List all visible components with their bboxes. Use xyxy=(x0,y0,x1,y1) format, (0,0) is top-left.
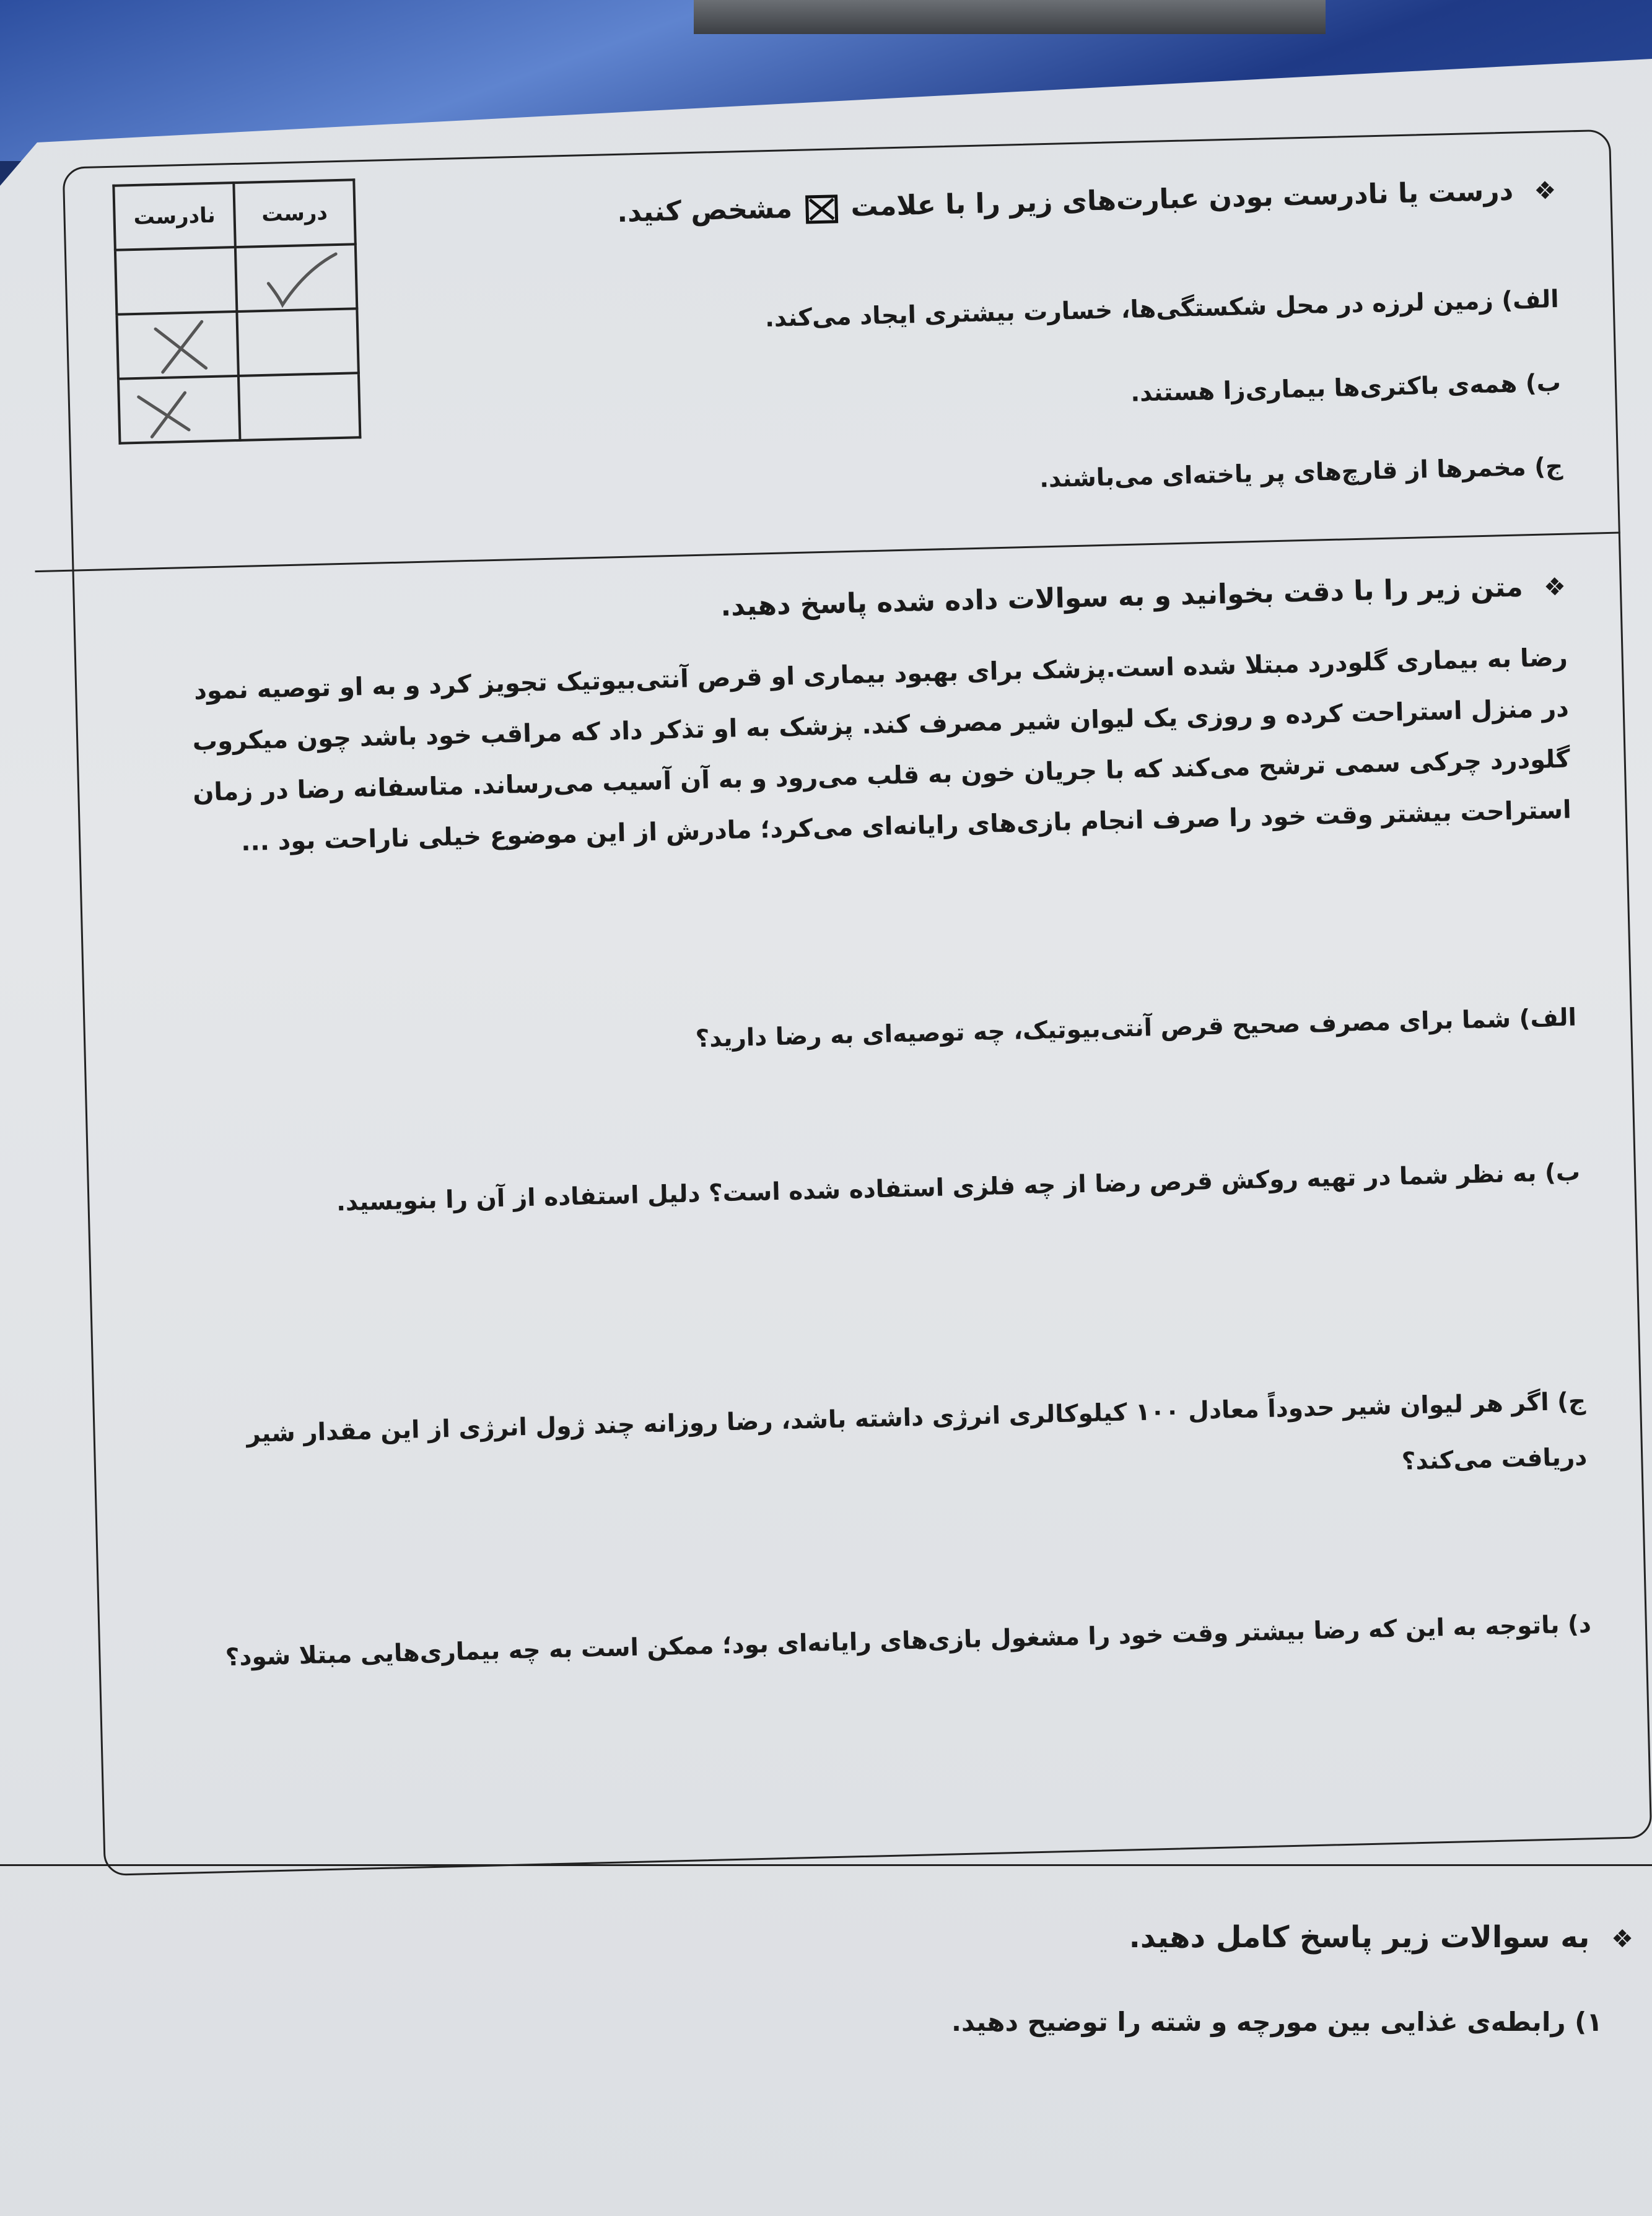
answer-cell-true-2[interactable] xyxy=(237,308,358,376)
instruction-text-part1: درست یا نادرست بودن عبارت‌های زیر را با علامت xyxy=(850,175,1514,223)
section2-instruction-text: متن زیر را با دقت بخوانید و به سوالات داده شده پاسخ دهید. xyxy=(720,571,1524,623)
table-header-true: درست xyxy=(234,180,355,247)
diamond-bullet-icon: ❖ xyxy=(1543,572,1567,602)
diamond-bullet-icon: ❖ xyxy=(1611,1925,1633,1953)
instruction-text-part2: مشخص کنید. xyxy=(616,193,793,229)
reading-passage xyxy=(149,632,1571,870)
answer-cell-false-1[interactable] xyxy=(115,247,237,315)
section-divider xyxy=(0,1864,1652,1866)
question-1: ۱) رابطه‌ی غذایی بین مورچه و شته را توضیح دهید. xyxy=(951,2007,1602,2037)
section3 xyxy=(0,1864,1652,2216)
section3-instruction-text: به سوالات زیر پاسخ کامل دهید. xyxy=(1129,1920,1590,1955)
statement-alef: الف) زمین لرزه در محل شکستگی‌ها، خسارت بیشتری ایجاد می‌کند. xyxy=(764,285,1560,333)
cross-mark-icon xyxy=(126,382,226,440)
passage-line: رضا به بیماری گلودرد مبتلا شده است.پزشک برای بهبود بیماری او قرص آنتی‌بیوتیک تجویز کرد و به او توصیه نمود xyxy=(193,643,1568,705)
answer-cell-true-1[interactable] xyxy=(235,244,357,312)
pen-object xyxy=(694,0,1326,34)
passage-line: گلودرد چرکی سمی ترشح می‌کند که با جریان خون به قلب می‌رود و به آن آسیب می‌رساند. متاسفانه رضا در زمان xyxy=(192,744,1571,807)
section3-instruction xyxy=(1129,1920,1633,1955)
question-be: ب) به نظر شما در تهیه روکش قرص رضا از چه فلزی استفاده شده است؟ دلیل استفاده از آن را بنویسید. xyxy=(336,1158,1581,1217)
true-false-table xyxy=(112,178,361,444)
passage-line: استراحت بیشتر وقت خود را صرف انجام بازی‌های رایانه‌ای می‌کرد؛ مادرش از این موضوع خیلی ناراحت بود ... xyxy=(240,795,1572,857)
question-jim-continued: دریافت می‌کند؟ xyxy=(1401,1443,1588,1476)
checkmark-icon xyxy=(243,251,343,309)
cross-mark-icon xyxy=(125,318,225,377)
answer-cell-false-2[interactable] xyxy=(116,312,238,379)
statement-jim: ج) مخمرها از قارچ‌های پر یاخته‌ای می‌باشند. xyxy=(1039,452,1563,494)
question-alef: الف) شما برای مصرف صحیح قرص آنتی‌بیوتیک، چه توصیه‌ای به رضا دارید؟ xyxy=(695,1003,1577,1053)
table-header-false: نادرست xyxy=(113,183,235,250)
answer-cell-false-3[interactable] xyxy=(118,376,240,443)
question-jim: ج) اگر هر لیوان شیر حدوداً معادل ۱۰۰ کیلوکالری انرژی داشته باشد، رضا روزانه چند ژول انرژی از این مقدار شیر xyxy=(246,1387,1586,1449)
answer-cell-true-3[interactable] xyxy=(238,373,360,440)
diamond-bullet-icon: ❖ xyxy=(1533,176,1557,206)
statement-be: ب) همه‌ی باکتری‌ها بیماری‌زا هستند. xyxy=(1130,369,1562,408)
checkbox-x-icon xyxy=(805,194,838,224)
passage-line: در منزل استراحت کرده و روزی یک لیوان شیر مصرف کند. پزشک به او تذکر داد که مراقب خود باشد چون میکروب xyxy=(192,694,1570,756)
question-dal: د) باتوجه به این که رضا بیشتر وقت خود را مشغول بازی‌های رایانه‌ای بود؛ ممکن است به چه بیماری‌هایی مبتلا شود؟ xyxy=(225,1610,1592,1672)
